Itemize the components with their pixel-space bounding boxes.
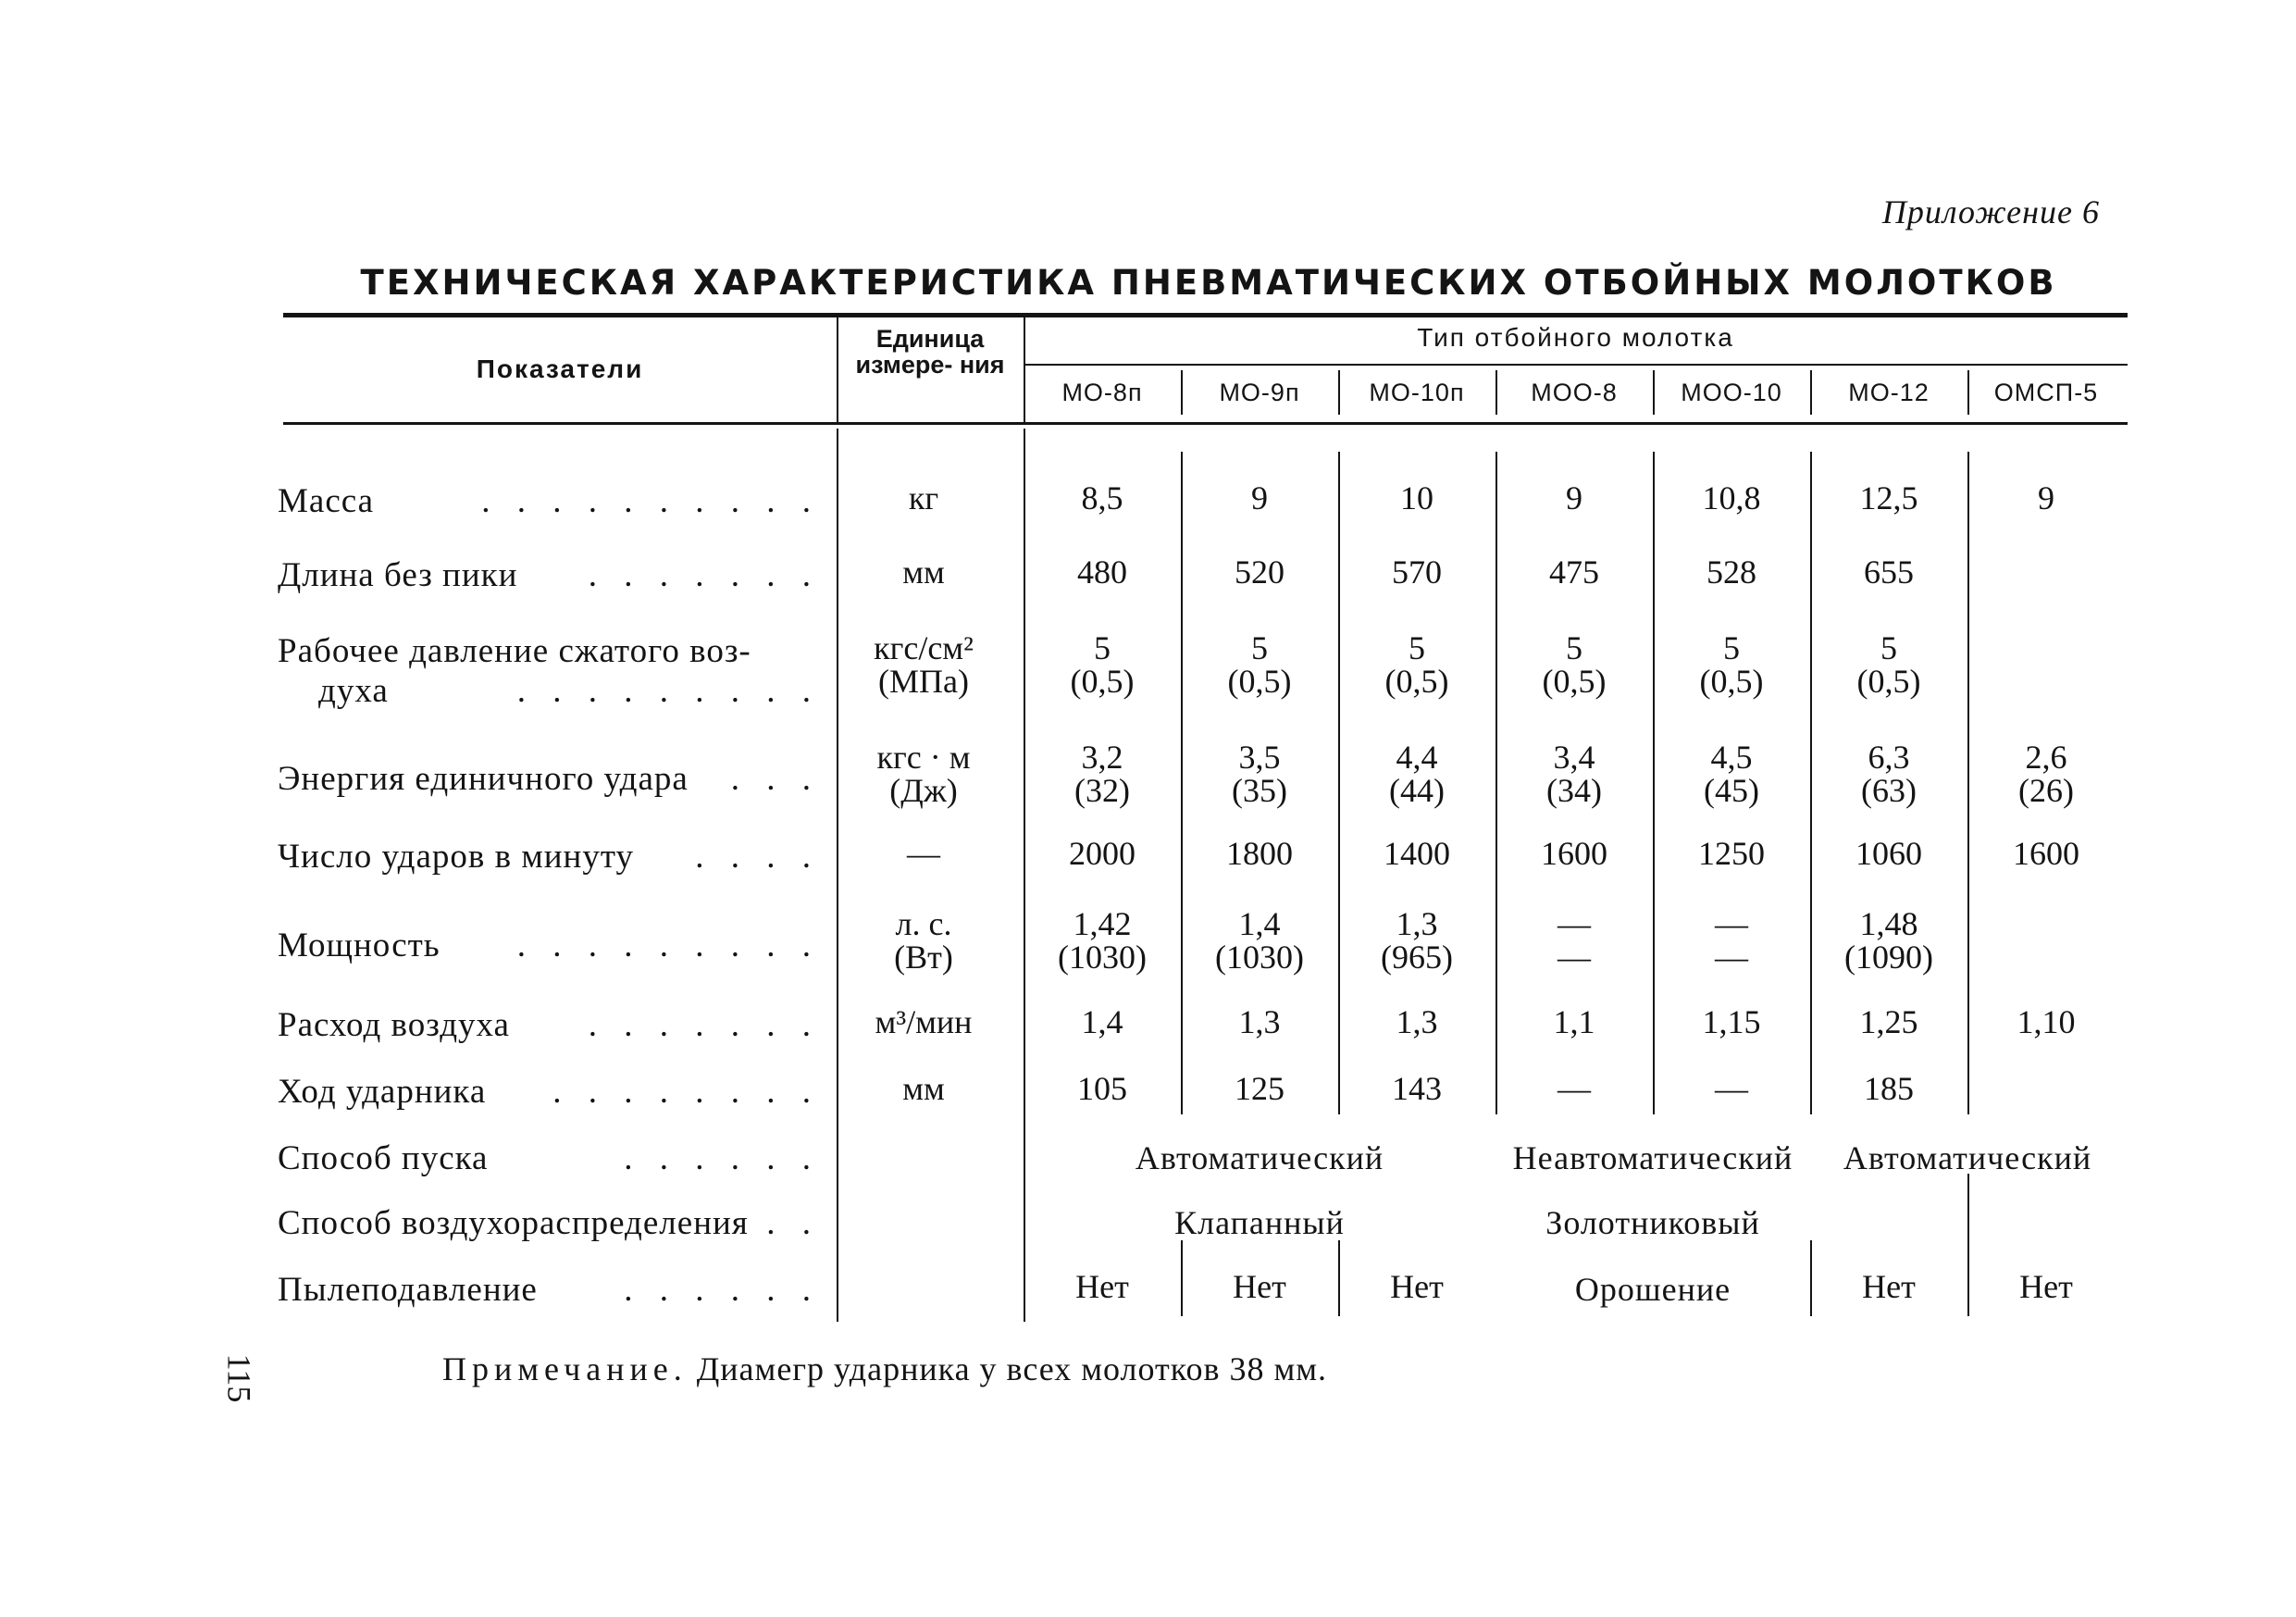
value-cell	[1185, 631, 1334, 698]
unit-cell	[833, 907, 1014, 974]
indicator-text: Расход воздуха	[278, 1006, 510, 1044]
col-divider	[1181, 370, 1183, 415]
value-primary: Нет	[1862, 1268, 1916, 1305]
leader-dots: . . .	[730, 760, 820, 798]
col-divider	[1338, 370, 1340, 415]
value-secondary: (1030)	[1058, 939, 1147, 976]
value-primary: 1,25	[1859, 1003, 1918, 1040]
value-primary: 9	[1566, 479, 1582, 516]
value-cell	[1657, 631, 1806, 698]
value-cell	[1343, 1270, 1491, 1303]
indicator-label	[278, 555, 824, 595]
note-label: Примечание.	[442, 1350, 688, 1387]
indicator-label	[278, 837, 824, 877]
merged-value-cell: Автоматический	[1135, 1139, 1384, 1176]
value-primary: 1,10	[2017, 1003, 2076, 1040]
value-cell	[1028, 555, 1176, 589]
value-primary: 475	[1549, 554, 1599, 591]
value-cell	[1500, 481, 1648, 515]
value-primary: 9	[1251, 479, 1268, 516]
unit-cell	[833, 555, 1014, 589]
value-primary: 1800	[1226, 835, 1293, 872]
value-secondary: (1090)	[1844, 939, 1933, 976]
value-cell	[1028, 837, 1176, 870]
value-secondary: (63)	[1861, 772, 1917, 809]
value-secondary: —	[1715, 939, 1748, 976]
value-cell	[1343, 555, 1491, 589]
unit-value-secondary: (Вт)	[894, 939, 953, 976]
value-cell	[1028, 907, 1176, 974]
value-primary: 10	[1400, 479, 1433, 516]
value-cell	[1972, 1005, 2120, 1039]
indicator-text: Способ пуска	[278, 1139, 489, 1177]
value-primary: Нет	[1075, 1268, 1129, 1305]
value-cell	[1972, 837, 2120, 870]
value-secondary: (35)	[1232, 772, 1287, 809]
header-type-5: МОО-10	[1681, 379, 1782, 406]
value-cell	[1343, 1005, 1491, 1039]
col-divider	[1181, 1240, 1183, 1316]
value-primary: 1250	[1698, 835, 1765, 872]
value-primary: 5	[1251, 629, 1268, 666]
value-primary: 528	[1706, 554, 1756, 591]
value-cell	[1972, 1270, 2120, 1303]
value-primary: 4,5	[1710, 739, 1753, 776]
value-cell	[1815, 1072, 1963, 1105]
unit-cell	[833, 481, 1014, 515]
unit-cell	[833, 837, 1014, 870]
note-text: Диамегр ударника у всех молотков 38 мм.	[696, 1350, 1328, 1387]
leader-dots: . . . . . .	[624, 1271, 820, 1309]
value-primary: 570	[1392, 554, 1442, 591]
unit-value-secondary: (Дж)	[889, 772, 958, 809]
unit-cell	[833, 1005, 1014, 1039]
appendix-label: Приложение 6	[1881, 193, 2100, 230]
value-primary: 125	[1235, 1070, 1285, 1107]
value-primary: 655	[1864, 554, 1914, 591]
value-primary: 1600	[1541, 835, 1607, 872]
leader-dots: . . . . . .	[624, 1139, 820, 1177]
value-secondary: (965)	[1381, 939, 1453, 976]
table-note	[442, 1350, 1327, 1388]
value-primary: 520	[1235, 554, 1285, 591]
header-type-6: МО-12	[1848, 379, 1930, 406]
header-type-4: МОО-8	[1531, 379, 1618, 406]
value-primary: 1600	[2013, 835, 2079, 872]
value-secondary: (0,5)	[1070, 663, 1135, 700]
value-cell	[1343, 1072, 1491, 1105]
value-primary: 480	[1077, 554, 1127, 591]
col-divider	[1653, 370, 1655, 415]
value-cell	[1185, 555, 1334, 589]
value-secondary: (45)	[1704, 772, 1759, 809]
value-cell	[1028, 631, 1176, 698]
col-divider	[1810, 1240, 1812, 1316]
value-primary: 8,5	[1081, 479, 1123, 516]
value-cell	[1815, 481, 1963, 515]
value-cell	[1028, 1005, 1176, 1039]
page-title: ТЕХНИЧЕСКАЯ ХАРАКТЕРИСТИКА ПНЕВМАТИЧЕСКИХ ОТБОЙНЫХ МОЛОТКОВ	[360, 263, 2057, 303]
indicator-label	[278, 1270, 824, 1310]
value-cell	[1500, 907, 1648, 974]
indicator-label	[278, 926, 824, 965]
value-cell	[1343, 631, 1491, 698]
indicator-label	[278, 631, 824, 711]
header-type-7: ОМСП-5	[1993, 379, 2099, 406]
value-primary: 1,4	[1238, 905, 1281, 942]
value-primary: 1,42	[1073, 905, 1132, 942]
indicator-text: Рабочее давление сжатого воз-	[278, 632, 751, 670]
merged-value-cell: Орошение	[1574, 1271, 1731, 1308]
col-divider	[1181, 452, 1183, 1114]
merged-value-cell: Неавтоматический	[1512, 1139, 1793, 1176]
value-primary: 105	[1077, 1070, 1127, 1107]
value-primary: —	[1715, 905, 1748, 942]
unit-cell	[833, 631, 1014, 698]
value-primary: 2,6	[2025, 739, 2067, 776]
value-cell	[1028, 1270, 1176, 1303]
group-rule	[1024, 364, 2128, 366]
value-cell	[1815, 631, 1963, 698]
unit-value: кгс/см²	[874, 629, 974, 666]
indicator-label	[278, 1072, 824, 1112]
value-primary: 185	[1864, 1070, 1914, 1107]
header-bottom-rule	[283, 422, 2128, 425]
leader-dots: . . . . . . . . . .	[481, 482, 820, 520]
value-secondary: (0,5)	[1227, 663, 1292, 700]
value-primary: 6,3	[1868, 739, 1910, 776]
merged-value-cell: Автоматический	[1843, 1139, 2092, 1176]
unit-value: —	[907, 835, 940, 872]
leader-dots: . .	[766, 1204, 820, 1242]
indicator-text-cont: духа	[318, 672, 389, 710]
unit-value: кг	[908, 479, 939, 516]
unit-value: л. с.	[895, 905, 952, 942]
value-primary: 1,15	[1702, 1003, 1761, 1040]
value-cell	[1972, 740, 2120, 807]
value-primary: 1,3	[1396, 905, 1438, 942]
unit-value-secondary: (МПа)	[878, 663, 969, 700]
value-secondary: (34)	[1546, 772, 1602, 809]
header-type-2: МО-9п	[1219, 379, 1300, 406]
indicator-text: Способ воздухораспределения	[278, 1204, 749, 1242]
col-divider	[1967, 370, 1969, 415]
value-secondary: (44)	[1389, 772, 1445, 809]
value-primary: 5	[1566, 629, 1582, 666]
leader-dots: . . . . . . .	[588, 1006, 820, 1044]
unit-cell	[833, 1072, 1014, 1105]
value-cell	[1500, 631, 1648, 698]
value-secondary: (0,5)	[1384, 663, 1449, 700]
col-divider	[1967, 1174, 1969, 1316]
value-primary: 5	[1880, 629, 1897, 666]
value-primary: 5	[1094, 629, 1111, 666]
leader-dots: . . . .	[695, 838, 820, 876]
value-cell	[1185, 907, 1334, 974]
col-divider	[1653, 452, 1655, 1114]
value-cell	[1657, 1072, 1806, 1105]
value-cell	[1500, 740, 1648, 807]
col-divider	[1496, 452, 1497, 1114]
value-cell	[1185, 1072, 1334, 1105]
indicator-label	[278, 481, 824, 521]
value-cell	[1657, 1005, 1806, 1039]
body-divider-unit	[1024, 429, 1025, 1322]
table-top-rule	[283, 313, 2128, 317]
value-primary: 2000	[1069, 835, 1136, 872]
value-primary: 1,3	[1396, 1003, 1438, 1040]
value-cell	[1343, 740, 1491, 807]
value-cell	[1028, 481, 1176, 515]
value-cell	[1185, 837, 1334, 870]
value-secondary: (1030)	[1215, 939, 1304, 976]
value-secondary: —	[1558, 939, 1591, 976]
value-cell	[1815, 1005, 1963, 1039]
leader-dots: . . . . . . .	[588, 556, 820, 594]
indicator-label	[278, 1203, 824, 1243]
value-primary: —	[1715, 1070, 1748, 1107]
value-primary: —	[1558, 905, 1591, 942]
col-divider	[1496, 370, 1497, 415]
value-primary: 1400	[1384, 835, 1450, 872]
value-cell	[1343, 837, 1491, 870]
value-cell	[1500, 837, 1648, 870]
indicator-label	[278, 1138, 824, 1178]
value-cell	[1500, 1072, 1648, 1105]
indicator-text: Длина без пики	[278, 556, 518, 594]
col-divider	[1810, 452, 1812, 1114]
leader-dots: . . . . . . . .	[552, 1073, 820, 1111]
indicator-label	[278, 1005, 824, 1045]
value-primary: 9	[2038, 479, 2054, 516]
value-cell	[1185, 1005, 1334, 1039]
indicator-text: Масса	[278, 482, 375, 520]
header-type-3: МО-10п	[1369, 379, 1465, 406]
value-primary: 5	[1723, 629, 1740, 666]
value-secondary: (26)	[2018, 772, 2074, 809]
unit-cell	[833, 740, 1014, 807]
value-secondary: (0,5)	[1699, 663, 1764, 700]
value-cell	[1657, 555, 1806, 589]
indicator-text: Ход ударника	[278, 1073, 487, 1111]
leader-dots: . . . . . . . . .	[516, 927, 820, 964]
value-cell	[1815, 740, 1963, 807]
value-cell	[1500, 555, 1648, 589]
value-cell	[1500, 1005, 1648, 1039]
value-cell	[1972, 481, 2120, 515]
value-primary: 3,4	[1553, 739, 1595, 776]
value-primary: 10,8	[1702, 479, 1761, 516]
value-primary: 12,5	[1859, 479, 1918, 516]
leader-dots: . . . . . . . . .	[516, 672, 820, 710]
value-secondary: (0,5)	[1856, 663, 1921, 700]
col-divider	[1810, 370, 1812, 415]
indicator-text: Энергия единичного удара	[278, 760, 689, 798]
value-cell	[1185, 740, 1334, 807]
value-primary: 3,2	[1081, 739, 1123, 776]
value-primary: 5	[1409, 629, 1425, 666]
indicator-text: Число ударов в минуту	[278, 838, 635, 876]
value-primary: —	[1558, 1070, 1591, 1107]
value-primary: Нет	[1390, 1268, 1444, 1305]
value-cell	[1185, 481, 1334, 515]
unit-value: мм	[902, 1070, 945, 1107]
value-cell	[1028, 740, 1176, 807]
unit-value: м³/мин	[875, 1003, 973, 1040]
header-type-group: Тип отбойного молотка	[1417, 323, 1734, 352]
value-primary: 4,4	[1396, 739, 1438, 776]
col-divider	[1338, 1240, 1340, 1316]
value-cell	[1343, 481, 1491, 515]
value-secondary: (0,5)	[1542, 663, 1607, 700]
value-primary: 1,48	[1859, 905, 1918, 942]
header-unit: Единица измере- ния	[855, 325, 1005, 379]
page-number: 115	[220, 1353, 258, 1403]
value-primary: 1,3	[1238, 1003, 1281, 1040]
value-primary: 3,5	[1238, 739, 1281, 776]
value-cell	[1657, 481, 1806, 515]
header-type-1: МО-8п	[1061, 379, 1143, 406]
value-cell	[1185, 1270, 1334, 1303]
indicator-label	[278, 759, 824, 799]
indicator-text: Мощность	[278, 927, 441, 964]
col-divider	[1338, 452, 1340, 1114]
value-secondary: (32)	[1074, 772, 1130, 809]
col-divider	[837, 317, 838, 422]
value-cell	[1657, 740, 1806, 807]
value-cell	[1815, 1270, 1963, 1303]
col-divider	[1967, 452, 1969, 1114]
value-primary: 1,1	[1553, 1003, 1595, 1040]
value-cell	[1815, 837, 1963, 870]
value-cell	[1657, 837, 1806, 870]
value-cell	[1343, 907, 1491, 974]
unit-value: мм	[902, 554, 945, 591]
indicator-text: Пылеподавление	[278, 1271, 538, 1309]
value-cell	[1657, 907, 1806, 974]
value-primary: 1060	[1855, 835, 1922, 872]
value-primary: 1,4	[1081, 1003, 1123, 1040]
value-cell	[1028, 1072, 1176, 1105]
merged-value-cell: Клапанный	[1174, 1204, 1345, 1241]
value-primary: 143	[1392, 1070, 1442, 1107]
header-indicators: Показатели	[476, 354, 644, 383]
merged-value-cell: Золотниковый	[1545, 1204, 1760, 1241]
value-cell	[1815, 555, 1963, 589]
value-primary: Нет	[2019, 1268, 2073, 1305]
value-cell	[1815, 907, 1963, 974]
value-primary: Нет	[1233, 1268, 1286, 1305]
unit-value: кгс · м	[876, 739, 971, 776]
